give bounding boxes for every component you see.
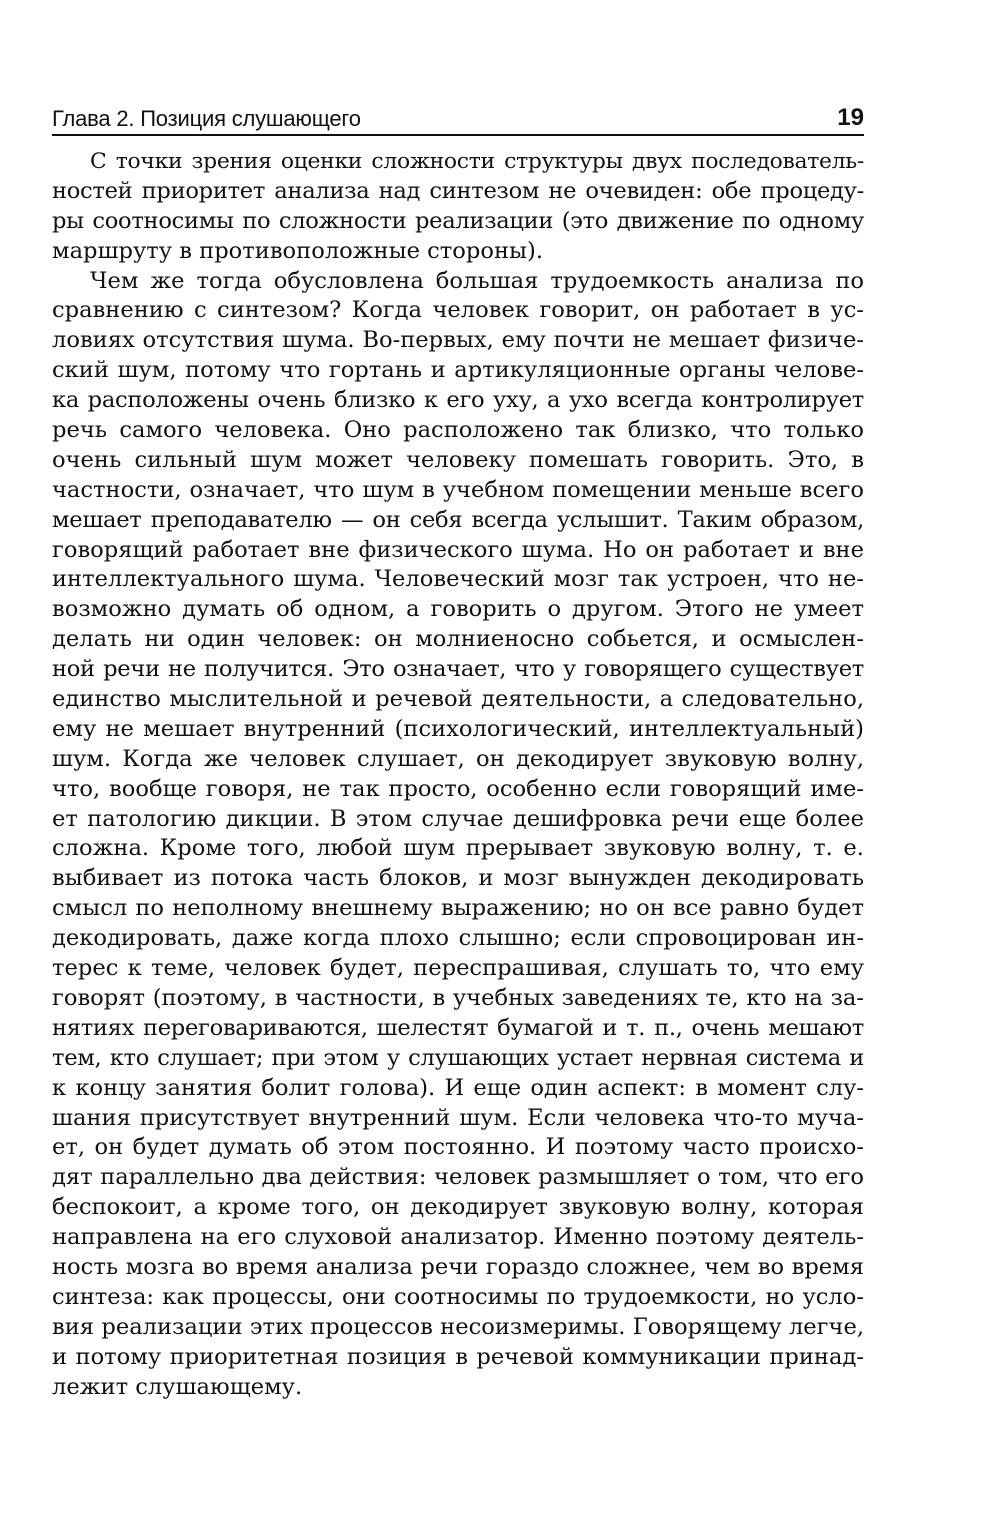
text-line: маршруту в противоположные стороны). bbox=[52, 237, 544, 264]
body-text bbox=[52, 147, 864, 1402]
text-line: что, вообще говоря, не так просто, особенно если говорящий име- bbox=[52, 775, 864, 802]
text-line: дят параллельно два действия: человек размышляет о том, что его bbox=[52, 1164, 864, 1191]
text-line: лежит слушающему. bbox=[52, 1373, 303, 1400]
text-line: говорят (поэтому, в частности, в учебных заведениях те, кто на за- bbox=[52, 984, 864, 1011]
text-line: шания присутствует внутренний шум. Если человека что-то муча- bbox=[52, 1104, 864, 1131]
text-line: и потому приоритетная позиция в речевой коммуникации принад- bbox=[52, 1343, 864, 1370]
text-line: к концу занятия болит голова). И еще один аспект: в момент слу- bbox=[52, 1074, 864, 1101]
text-line: С точки зрения оценки сложности структуры двух последователь- bbox=[90, 149, 864, 174]
text-line: делать ни один человек: он молниеносно собьется, и осмыслен- bbox=[52, 626, 864, 653]
chapter-title: Глава 2. Позиция слушающего bbox=[52, 106, 361, 131]
text-line: говорящий работает вне физического шума. Но он работает и вне bbox=[52, 536, 864, 563]
text-line: ка расположены очень близко к его уху, а ухо всегда контролирует bbox=[52, 387, 864, 414]
text-line: тем, кто слушает; при этом у слушающих устает нервная система и bbox=[52, 1044, 864, 1071]
text-line: ность мозга во время анализа речи гораздо сложнее, чем во время bbox=[52, 1253, 864, 1280]
text-line: выбивает из потока часть блоков, и мозг вынужден декодировать bbox=[52, 865, 864, 892]
paragraph bbox=[52, 267, 864, 1403]
text-line: ностей приоритет анализа над синтезом не очевиден: обе процеду- bbox=[52, 177, 864, 204]
text-line: нятиях переговариваются, шелестят бумагой и т. п., очень мешают bbox=[52, 1014, 864, 1041]
text-line: ет патологию дикции. В этом случае дешифровка речи еще более bbox=[52, 805, 864, 832]
text-line: ему не мешает внутренний (психологический, интеллектуальный) bbox=[52, 715, 864, 742]
text-line: вия реализации этих процессов несоизмеримы. Говорящему легче, bbox=[52, 1313, 864, 1340]
text-line: Чем же тогда обусловлена большая трудоемкость анализа по bbox=[90, 267, 864, 294]
text-line: возможно думать об одном, а говорить о другом. Этого не умеет bbox=[52, 596, 864, 623]
paragraph bbox=[52, 147, 864, 267]
text-line: декодировать, даже когда плохо слышно; если спровоцирован ин- bbox=[52, 925, 864, 952]
text-line: ет, он будет думать об этом постоянно. И поэтому часто происхо- bbox=[52, 1134, 864, 1161]
page-number: 19 bbox=[837, 104, 864, 131]
text-line: сложна. Кроме того, любой шум прерывает звуковую волну, т. е. bbox=[52, 835, 864, 862]
text-line: терес к теме, человек будет, переспрашивая, слушать то, что ему bbox=[52, 955, 864, 982]
text-line: ский шум, потому что гортань и артикуляционные органы челове- bbox=[52, 357, 864, 384]
text-line: интеллектуального шума. Человеческий мозг так устроен, что не- bbox=[52, 566, 864, 593]
text-line: единство мыслительной и речевой деятельности, а следовательно, bbox=[52, 686, 864, 713]
text-line: беспокоит, а кроме того, он декодирует звуковую волну, которая bbox=[52, 1194, 864, 1221]
text-line: направлена на его слуховой анализатор. Именно поэтому деятель- bbox=[52, 1224, 864, 1251]
text-line: синтеза: как процессы, они соотносимы по трудоемкости, но усло- bbox=[52, 1283, 864, 1310]
text-line: ловиях отсутствия шума. Во-первых, ему почти не мешает физиче- bbox=[52, 327, 864, 354]
running-head bbox=[52, 104, 864, 136]
text-line: очень сильный шум может человеку помешать говорить. Это, в bbox=[52, 446, 864, 473]
text-line: ры соотносимы по сложности реализации (это движение по одному bbox=[52, 207, 864, 234]
text-line: частности, означает, что шум в учебном помещении меньше всего bbox=[52, 476, 864, 503]
text-line: ной речи не получится. Это означает, что у говорящего существует bbox=[52, 656, 864, 683]
text-line: смысл по неполному внешнему выражению; но он все равно будет bbox=[52, 895, 864, 922]
text-line: сравнению с синтезом? Когда человек говорит, он работает в ус- bbox=[52, 297, 864, 324]
text-line: мешает преподавателю — он себя всегда услышит. Таким образом, bbox=[52, 506, 864, 533]
text-line: шум. Когда же человек слушает, он декодирует звуковую волну, bbox=[52, 745, 864, 772]
text-line: речь самого человека. Оно расположено так близко, что только bbox=[52, 417, 864, 444]
